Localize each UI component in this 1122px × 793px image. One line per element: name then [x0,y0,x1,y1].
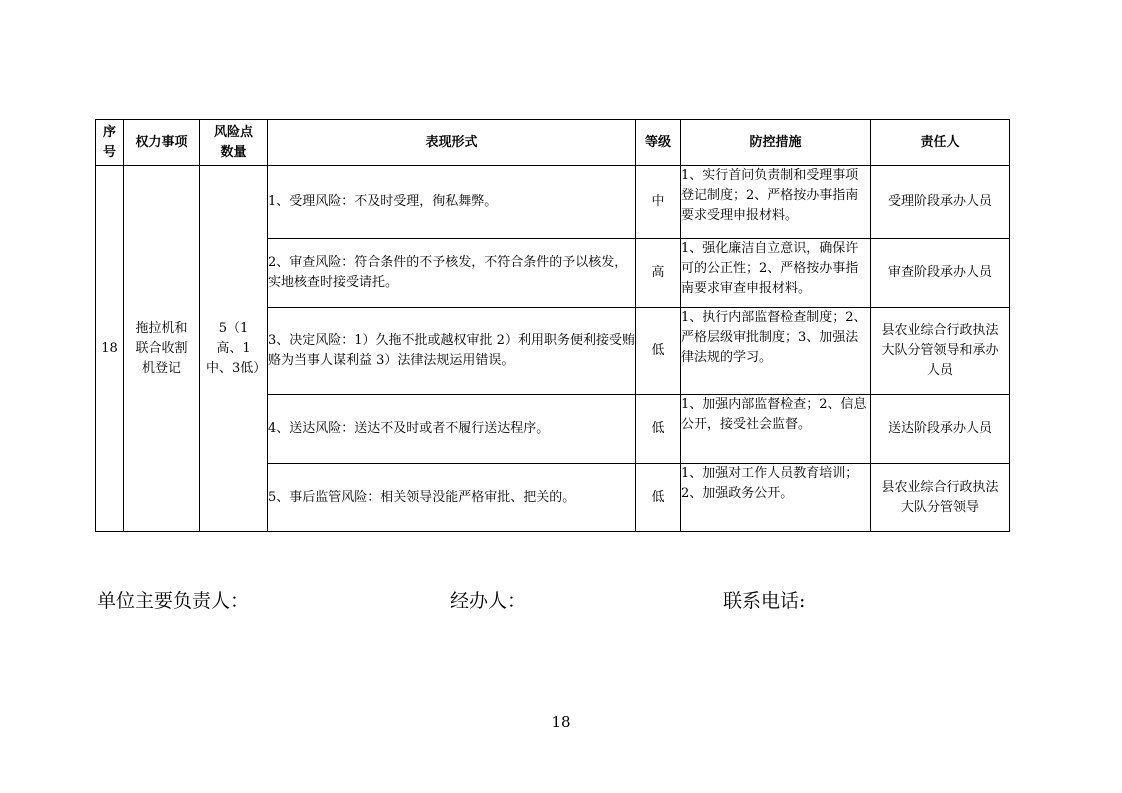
header-form: 表现形式 [268,120,636,166]
header-person: 责任人 [871,120,1010,166]
cell-person: 县农业综合行政执法大队分管领导和承办人员 [871,308,1010,395]
unit-head-label: 单位主要负责人： [97,590,250,612]
cell-level: 高 [636,239,681,308]
cell-level: 低 [636,308,681,395]
cell-no: 18 [96,166,124,532]
risk-table [95,119,1010,532]
cell-level: 低 [636,464,681,532]
cell-form: 5、事后监管风险：相关领导没能严格审批、把关的。 [268,464,636,532]
cell-measures: 1、执行内部监督检查制度；2、严格层级审批制度；3、加强法律法规的学习。 [681,308,871,395]
cell-form: 3、决定风险：1）久拖不批或越权审批 2）利用职务便利接受贿赂为当事人谋利益 3）法律法规运用错误。 [268,308,636,395]
header-item: 权力事项 [124,120,200,166]
header-measures: 防控措施 [681,120,871,166]
cell-measures: 1、加强内部监督检查；2、信息公开，接受社会监督。 [681,395,871,464]
header-row [96,120,1010,166]
cell-form: 1、受理风险：不及时受理，徇私舞弊。 [268,166,636,239]
phone-label: 联系电话: [723,590,806,612]
page-number: 18 [551,713,571,731]
cell-person: 审查阶段承办人员 [871,239,1010,308]
header-no: 序号 [96,120,124,166]
cell-measures: 1、加强对工作人员教育培训；2、加强政务公开。 [681,464,871,532]
header-level: 等级 [636,120,681,166]
cell-measures: 1、强化廉洁自立意识，确保许可的公正性；2、严格按办事指南要求审查申报材料。 [681,239,871,308]
cell-form: 4、送达风险：送达不及时或者不履行送达程序。 [268,395,636,464]
header-count: 风险点数量 [200,120,268,166]
cell-person: 送达阶段承办人员 [871,395,1010,464]
cell-level: 中 [636,166,681,239]
cell-person: 受理阶段承办人员 [871,166,1010,239]
cell-count: 5（1高、1中、3低） [200,166,268,532]
cell-level: 低 [636,395,681,464]
cell-item: 拖拉机和联合收割机登记 [124,166,200,532]
cell-form: 2、审查风险：符合条件的不予核发，不符合条件的予以核发，实地核查时接受请托。 [268,239,636,308]
cell-person: 县农业综合行政执法大队分管领导 [871,464,1010,532]
cell-measures: 1、实行首问负责制和受理事项登记制度；2、严格按办事指南要求受理申报材料。 [681,166,871,239]
handler-label: 经办人： [450,590,527,612]
table-row [96,166,1010,239]
